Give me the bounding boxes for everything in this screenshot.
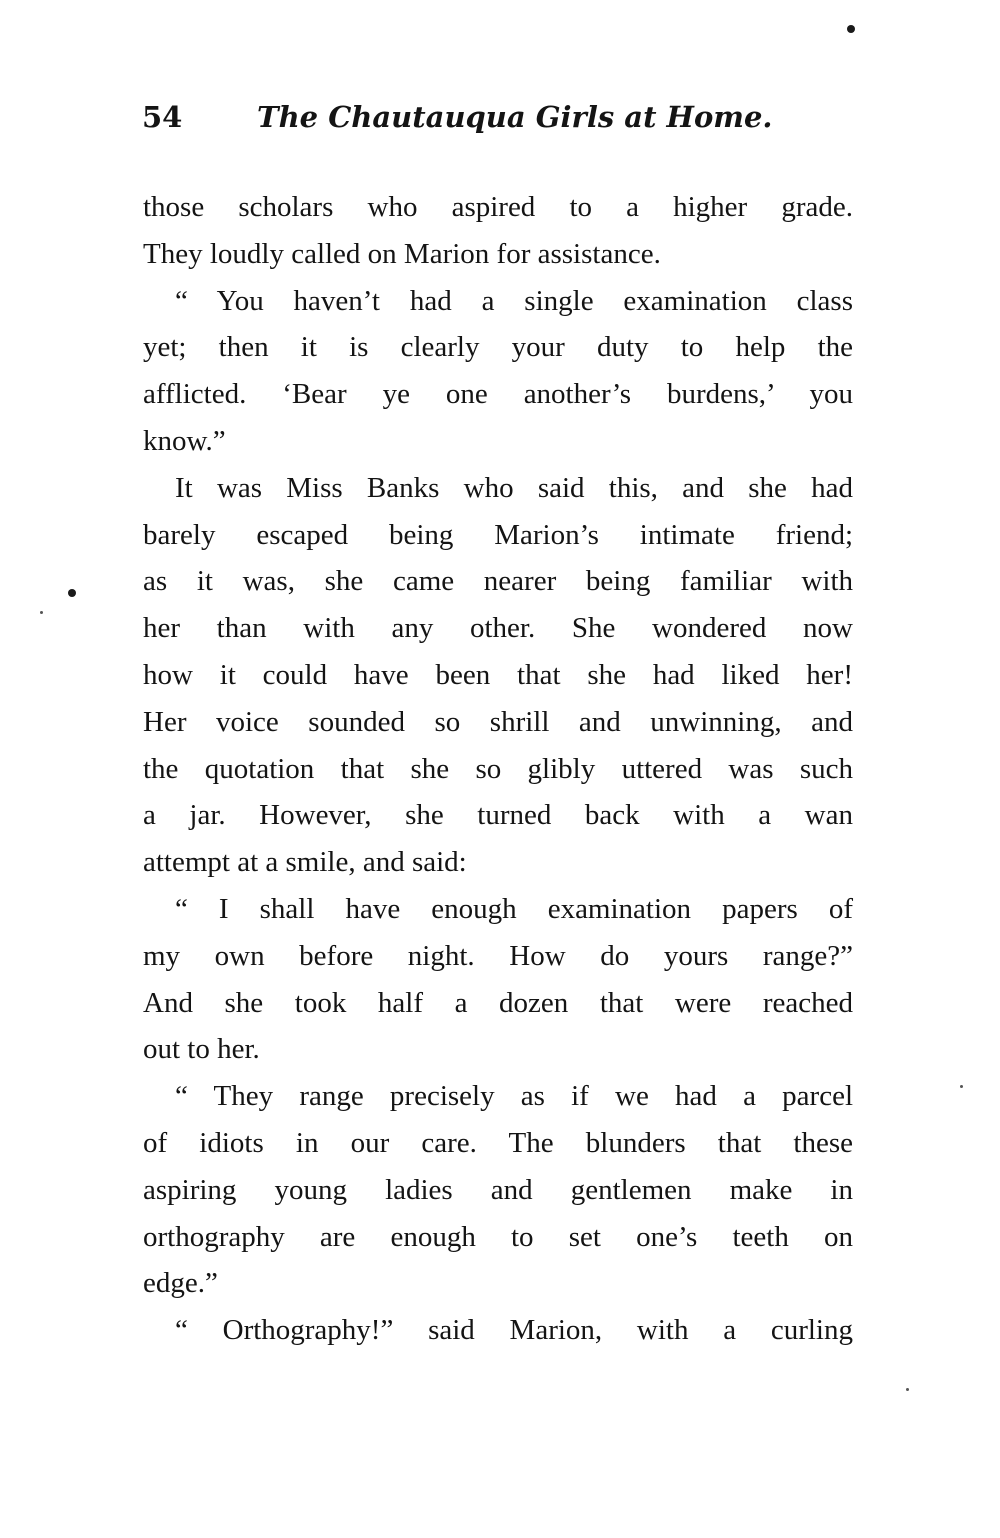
page-number: 54 bbox=[142, 100, 183, 134]
text-line: Her voice sounded so shrill and unwinning, and bbox=[143, 705, 853, 738]
text-line: yet; then it is clearly your duty to help the bbox=[143, 331, 853, 364]
text-line: as it was, she came nearer being familiar with bbox=[143, 565, 853, 598]
text-line: “ Orthography!” said Marion, with a curling bbox=[175, 1314, 853, 1347]
text-line: attempt at a smile, and said: bbox=[143, 846, 467, 879]
text-line: know.” bbox=[143, 424, 226, 457]
text-line: “ I shall have enough examination papers of bbox=[175, 892, 853, 925]
ink-speck bbox=[68, 589, 76, 597]
text-line: They loudly called on Marion for assistance. bbox=[143, 237, 661, 270]
text-line: those scholars who aspired to a higher grade. bbox=[143, 191, 853, 223]
text-line: And she took half a dozen that were reached bbox=[143, 986, 853, 1019]
text-line: edge.” bbox=[143, 1267, 218, 1300]
page-header bbox=[142, 100, 862, 150]
text-line: It was Miss Banks who said this, and she had bbox=[175, 471, 853, 504]
text-line: barely escaped being Marion’s intimate friend; bbox=[143, 518, 853, 551]
text-line: “ You haven’t had a single examination class bbox=[175, 284, 853, 317]
ink-speck bbox=[960, 1085, 963, 1088]
running-title: The Chautauqua Girls at Home. bbox=[257, 100, 773, 134]
ink-speck bbox=[906, 1388, 909, 1391]
text-line: a jar. However, she turned back with a wan bbox=[143, 799, 853, 832]
text-line: how it could have been that she had liked her! bbox=[143, 658, 853, 691]
text-line: orthography are enough to set one’s teeth on bbox=[143, 1220, 853, 1253]
text-line: my own before night. How do yours range?” bbox=[143, 939, 853, 972]
text-line: the quotation that she so glibly uttered was such bbox=[143, 752, 853, 785]
text-line: aspiring young ladies and gentlemen make in bbox=[143, 1173, 853, 1206]
text-line: out to her. bbox=[143, 1033, 260, 1066]
text-line: her than with any other. She wondered now bbox=[143, 612, 853, 645]
body-text bbox=[143, 184, 853, 1354]
text-line: afflicted. ‘Bear ye one another’s burdens,’ you bbox=[143, 378, 853, 411]
ink-speck bbox=[847, 25, 855, 33]
ink-speck bbox=[40, 611, 43, 614]
text-line: “ They range precisely as if we had a parcel bbox=[175, 1080, 853, 1113]
text-line: of idiots in our care. The blunders that these bbox=[143, 1126, 853, 1159]
